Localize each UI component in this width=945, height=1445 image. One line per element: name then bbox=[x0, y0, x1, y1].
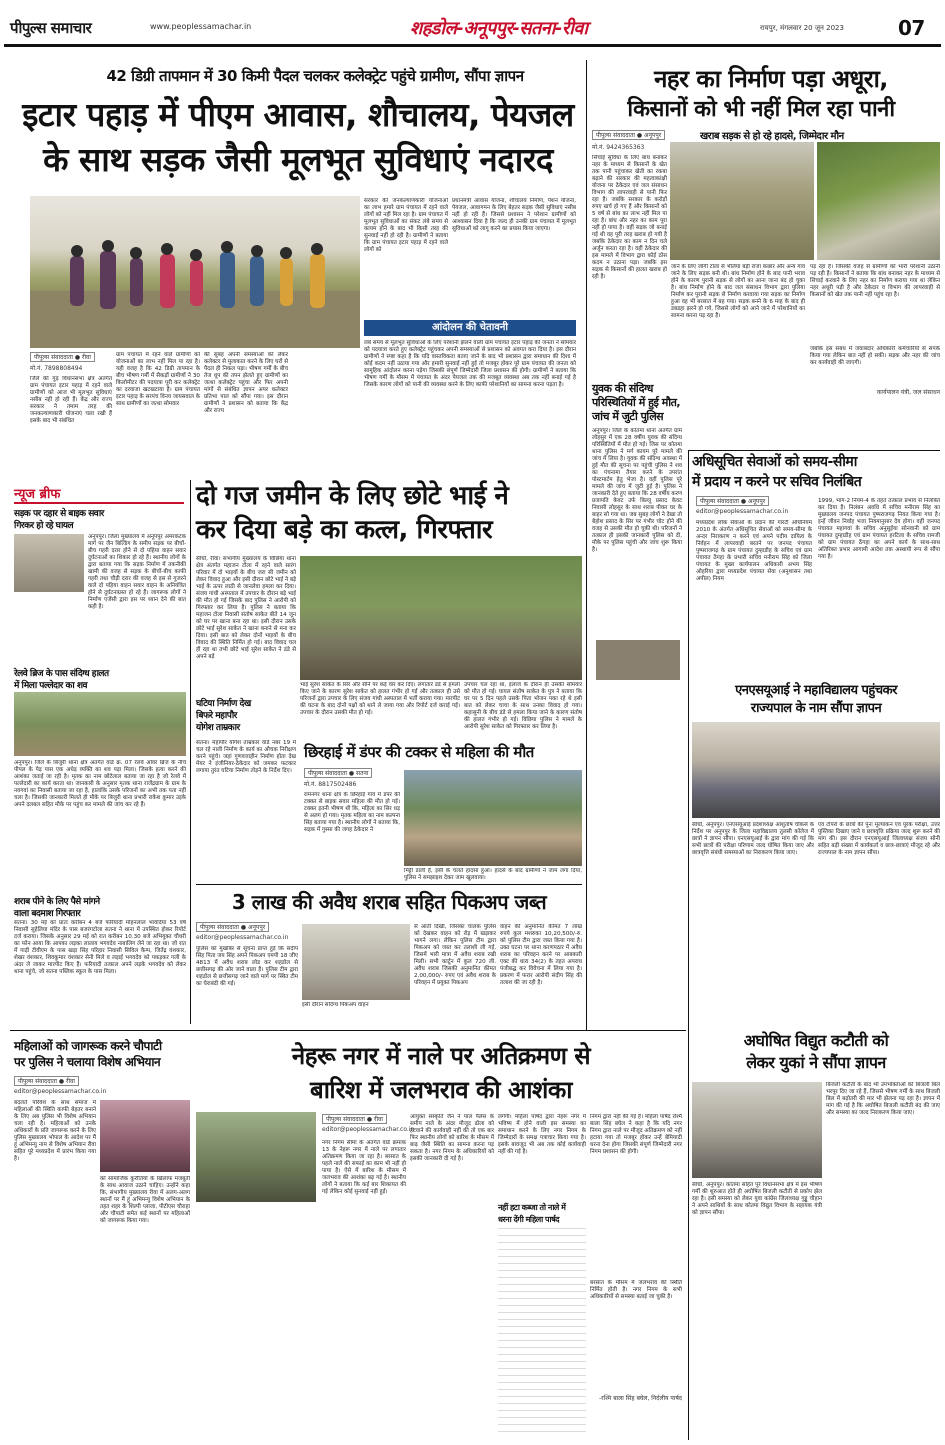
services-byline: पीपुल्स संवाददाता ● अनूपपुर bbox=[696, 496, 769, 506]
news-brief-label: न्यूज ब्रीफ bbox=[14, 484, 184, 504]
dumper-byline: पीपुल्स संवाददाता ● सतना bbox=[304, 768, 372, 778]
liquor-byline: पीपुल्स संवाददाता ● अनूपपुर bbox=[196, 922, 269, 932]
murder-col-1: सीधी, रीवा। संभागीय मुख्यालय के विछिया थाना क्षेत्र अंतर्गत महाजन टोला में रहने वाले सारंग परिवार में दो भाइयों के बीच जरा सी जमीन को लेकर विवाद हुआ और इसी दौरान छोटे भाई ने बड़े भाई के ऊपर लाठी से जानलेवा हमला कर दिया। संजय गांधी अस्पताल में उपचार के दौरान बड़े भाई की मौत हो गई जिसके बाद पुलिस ने आरोपी को गिरफ्तार कर लिया है। पुलिस ने बताया कि महाजन टोला निवासी संतोष साकेत बीते 14 जून को घर पर खाना बना रहा था। इसी दौरान उसके छोटे भाई सुरेश साकेत ने खाना बनाने से मना कर दिया। इसी बात को लेकर दोनों भाइयों के बीच विवाद की स्थिति निर्मित हो गई। बाद विवाद चल ही रहा था तभी छोटे भाई सुरेश साकेत ने डंडे से अपने बड़े bbox=[196, 556, 296, 660]
women-headline-2: पर पुलिस ने चलाया विशेष अभियान bbox=[14, 1055, 161, 1069]
lead-col-4: सरकार की जनकल्याणकारी योजनाओं का लाभ हमारे ग्राम पंचायत में रहने वाले लोगों को नहीं मिल रहा है। ग्राम पंचायत में मूलभूत सुविधाओं का संकट लंबे समय से कायम होने के बाद भी किसी तरह की सुनवाई नहीं हो रही है। ग्रामीणों ने बताया कि ग्राम पंचायत इटार पहाड़ में रहने वाले लोगों को bbox=[364, 198, 448, 253]
drain-byline: पीपुल्स संवाददाता ● रीवा bbox=[322, 1114, 387, 1124]
website-url: www.peoplessamachar.in bbox=[150, 22, 252, 31]
murder-photo bbox=[300, 556, 582, 680]
brief-2-photo bbox=[14, 692, 186, 756]
canal-col-3: पड़ रहा है। जिसकी वजह से ग्रामीणों को भारी परेशानी उठानी पड़ रही है। किसानों ने बताया कि बांध बनाकर नहर के माध्यम से सिंचाई करवाने के लिए नहर का निर्माण कराया गया था लेकिन नहर अधूरी पड़ी है और ठेकेदार व विभाग की लापरवाही से किसानों को खेत तक पानी नहीं पहुंच रहा है। bbox=[810, 264, 940, 298]
dumper-col-1: रामनगर थाना क्षेत्र के छिरहाई गांव में डंपर की टक्कर से बाइक सवार महिला की मौत हो गई। टक्कर इतनी भीषण थी कि, महिला का सिर धड़ से अलग हो गया। मृतक महिला का नाम कल्पना सिंह बताया गया है। स्थानीय लोगों ने बताया कि, सड़क में गुस्सा की जगह ठेकेदार ने bbox=[304, 792, 400, 833]
women-photo bbox=[100, 1100, 190, 1172]
death-photo bbox=[596, 640, 680, 680]
brief-2-title-b: में मिला पल्लेदार का शव bbox=[14, 681, 87, 691]
dateline: रायपुर, मंगलवार 20 जून 2023 bbox=[760, 24, 844, 32]
drain-quote: बरसात के मौसम में जलभराव की स्थिति निर्मित होती है। नगर निगम के सभी अधिकारियों से समस्या बताई जा चुकी है। bbox=[590, 1280, 682, 1300]
liquor-photo bbox=[302, 924, 410, 1000]
brief-2-title-a: रेलवे ब्रिज के पास संदिग्ध हालत bbox=[14, 669, 109, 679]
murder-headline-2: कर दिया बड़े का कत्ल, गिरफ्तार bbox=[196, 515, 493, 545]
power-headline-1: अघोषित विद्युत कटौती को bbox=[743, 1031, 889, 1050]
dumper-mobile: मो.नं. 8817502486 bbox=[304, 781, 357, 788]
masthead-bar bbox=[0, 0, 945, 48]
services-col-1: मध्यप्रदेश लोक सेवाओं के प्रदान की गारंटी अधिनियम 2010 के अंतर्गत अधिसूचित सेवाओं को समय-सीमा के अन्दर निराकरण न करने एवं अपने पदीय दायित्व के निर्वहन में लापरवाही बरतने पर जनपद पंचायत पुष्पराजगढ़ के ग्राम पंचायत दुम्हाडीह के सचिव एवं ग्राम पंचायत ठेंगहा के प्रभारी सचिव मनीराम सिंह को जिला पंचायत के मुख्य कार्यपालन अधिकारी अभय सिंह ओहरिया द्वारा मध्यप्रदेश पंचायत सेवा (अनुशासन तथा अपील) नियम bbox=[696, 520, 812, 582]
canal-quote-signature: कार्यपालन यंत्री, जल संसाधन bbox=[876, 389, 940, 396]
col-divider-right bbox=[586, 60, 587, 1030]
drain-email: editor@peoplessamachar.co.in bbox=[322, 1126, 415, 1133]
brief-3-title-b: वाला बदमाश गिरफ्तार bbox=[14, 909, 81, 919]
liquor-col-4: वाहन की अनुमानित कीमत 7 लाख रुपये कुल मशरुका 10,20,500/-रु. को पुलिस टीम द्वारा जब्त किया गया है। उक्त घटना पर थाना करणपठार में अवैध शराब का परिवहन करने पर आबकारी एक्ट की धारा 34(2) के तहत अपराध पंजीबद्ध कर विवेचना में लिया गया है। प्रकरण में फरार आरोपी संदीप सिंह की तलाश की जा रही है। bbox=[500, 924, 582, 986]
canal-headline-2: किसानों को भी नहीं मिल रहा पानी bbox=[627, 97, 895, 122]
lead-col-3: की सुबह अपनी समस्याओं को लेकर कलेक्टर से मुलाकात करने के लिए घरों से पैदल ही निकल पड़ा। भीषण गर्मी के बीच तेज धूप की तपन झेलते हुए ग्रामीणों का जत्था कलेक्ट्रेट पहुंचा और फिर अपनी मांगों से संबंधित ज्ञापन अपर कलेक्टर प्रतिभा पाल को सौंपा गया। इस दौरान ग्रामीणों ने प्रशासन को बताया कि केंद्र और राज्य bbox=[204, 352, 288, 414]
mayor-headline-1: घटिया निर्माण देख bbox=[196, 699, 251, 709]
canal-quote: जबकि इस संबंध में जवाबदार अधिकारी कर्मचारियों से संपर्क किया गया लेकिन बात नहीं हो सकी। सड़क और नहर की जांच कर कार्यवाही की जाएगी। bbox=[810, 346, 940, 366]
lead-col-2: ग्राम पंचायत में रहने वाले ग्रामीणों को योजनाओं का लाभ नहीं मिल पा रहा है। यही वजह है कि 42 डिग्री तापमान के बीच भीषण गर्मी में सैकड़ों ग्रामीणों ने 30 किलोमीटर की पदयात्रा पूरी कर कलेक्ट्रेट का दरवाजा खटखटाया है। ग्राम पंचायत इटार पहाड़ के सरपंच विनय जायसवाल के साथ ग्रामीणों का जत्था सोमवार bbox=[116, 352, 200, 407]
masthead-rule bbox=[4, 44, 941, 47]
brief-1-title-a: सड़क पर दहार से बाइक सवार bbox=[14, 509, 104, 519]
power-photo bbox=[692, 1082, 822, 1178]
canal-byline: पीपुल्स संवाददाता ● अनूपपुर bbox=[592, 130, 665, 140]
nsui-photo bbox=[692, 722, 940, 818]
drain-quote-signature: -रश्मि बाला सिंह बघेल, निर्दलीय पार्षद bbox=[599, 1395, 682, 1402]
lead-mobile: मो.नं. 7898808494 bbox=[30, 365, 83, 372]
dumper-headline: छिरहाई में डंपर की टक्कर से महिला की मौत bbox=[304, 743, 534, 761]
dumper-caption: मिट्टी डाली है, इसी के चलते हादसा हुआ। हादसे के बाद ग्रामीणों ने जाम लगा दिया, पुलिस ने समझाइश देकर जाम खुलवाया। bbox=[404, 868, 582, 881]
services-col-2: 1999, भाग-2 नियम-4 के तहत तत्काल प्रभाव से निलंबित कर दिया है। निलंबन अवधि में सचिव मनीराम सिंह का मुख्यालय जनपद पंचायत पुष्पराजगढ़ नियत किया गया है। इन्हें जीवन निर्वाह भत्ता नियमानुसार देय होगा। वहीं जनपद पंचायत महागवां के सचिव अनुसुईया सोनवानी को ग्राम पंचायत दुम्हाडीह एवं ग्राम पंचायत हरटिला के सचिव रामजी को ग्राम पंचायत ठेंगहा का अपने कार्य के साथ-साथ अतिरिक्त प्रभार आगामी आदेश तक अस्थायी रूप से सौंपा गया है। bbox=[818, 498, 940, 560]
canal-col-1: सिंचाई सुविधा के लिए बांध बनाकर नहर के माध्यम से किसानों के खेत तक पानी पहुंचाकर खेती का रकबा बढ़ाने की सरकार की महत्वाकांक्षी योजना पर ठेकेदार एवं जल संसाधन विभाग की लापरवाही से पानी फिर रहा है। जबकि सरकार के करोड़ों रुपए खर्च हो गए हैं और किसानों को 5 वर्ष से बांध का लाभ नहीं मिल पा रहा है। बांध और नहर का काम पूरा नहीं हो पाया है। वहीं सड़क जो बनाई गई थी वह पूरी तरह खराब हो गयी है जबकि ठेकेदार का काम न दिन चले अर्जुन करता रहा है। वहीं ठेकेदार की इस मामले में विभाग द्वारा कोई ठोस कदम न उठाना पड़ा। जबकि इस सड़क से किसानों की हालत खराब हो रही है। bbox=[592, 155, 667, 280]
canal-mobile: मो.नं. 9424365363 bbox=[592, 144, 645, 151]
villagers-illustration bbox=[30, 196, 360, 348]
drain-col-2: आयुक्त संस्कृति जैन ने पाल पैलेस के समीप नाले के अंदर मौजूद ढोला को हटवाने की कार्यवाही नहीं की तो एक बार फिर स्थानीय लोगों को बारिश के मौसम में बाढ़ जैसी स्थिति का सामना करना पड़ सकता है। नगर निगम के अधिकारियों को इसकी जानकारी दी गई है। bbox=[410, 1114, 494, 1162]
brief-2-text: अनूपपुर। जिले के बिजुरी थाना क्षेत्र अंतर्गत वार्ड क्र. 07 रेलवे ओवर ब्रिज के नीचे पीपल के पेड़ पास एक अधेड़ व्यक्ति का शव पड़ा मिला। जिसके हत्या करने की आशंका जताई जा रही है। मृतक का नाम छोटेलाल बताया जा रहा है जो रेलवे में पल्लेदारी का कार्य करता था। जानकारी के अनुसार मृतक थाना राजेंद्रग्राम के ग्राम के नवगवां का निवासी बताया जा रहा है, हालांकि उसके परिजनों का अभी तक पता नहीं चला है। जिसकी जानकारी मिलते ही मौके पर बिजुरी थाना प्रभारी राकेश कुमार उइके अपने दलबल सहित मौके पर पहुंच कर मामले की जांच कर रहे हैं। bbox=[14, 760, 186, 808]
brief-1-photo bbox=[14, 534, 84, 592]
canal-headline-1: नहर का निर्माण पड़ा अधूरा, bbox=[654, 65, 888, 93]
lead-photo-villagers bbox=[30, 196, 360, 348]
lead-byline: पीपुल्स संवाददाता ● रीवा bbox=[30, 352, 95, 362]
brief-1-text: अनूपपुर। जिला मुख्यालय में अनूपपुर अमरकंटक मार्ग पर जैन बिल्डिंग के समीप सड़क पर बीचों-बीच गहरी दरार होने से दो पहिया वाहन सवार दुर्घटनाओं का शिकार हो रहे हैं। स्थानीय लोगों के द्वारा बताया गया कि सड़क निर्माण में तकनीकी खामी की वजह से सड़क के बीचों-बीच काफी गहरी तथा चौड़ी दरार की वजह से इस से गुजरने वाले दो पहिया वाहन सवार वाहन के अनियंत्रित होने से दुर्घटनाग्रस्त हो रहे हैं। जागरूक लोगों ने निर्माण एजेंसी द्वारा इस पर ध्यान देने की बात कही है। bbox=[88, 534, 186, 610]
dumper-photo bbox=[404, 770, 582, 866]
drain-col-4: निगम द्वारा नहीं की गई है। महिला पार्षद रश्मि बाला सिंह बघेल ने कहा है कि यदि नगर निगम द्वारा नाले पर मौजूद अतिक्रमण को नहीं हटाया गया तो मजबूर होकर उन्हें बेमियादी धरना देना होगा जिसकी संपूर्ण जिम्मेदारी नगर निगम प्रशासन की होगी। bbox=[590, 1114, 682, 1155]
services-email: editor@peoplessamachar.co.in bbox=[696, 508, 789, 515]
lead-headline-2: के साथ सड़क जैसी मूलभूत सुविधाएं नदारद bbox=[43, 140, 553, 179]
canal-col-2: जाने के लिए जोगी टोला से भेलिया बड़ी राजा कछार और अन्य गांव जाने के लिए सड़क बनी थी। बांध निर्माण होने के बाद पानी भराव होने के कारण पुरानी सड़क से लोगों का आना जाना बंद हो चुका है। बांध निर्माण होने के बाद जल संसाधन विभाग द्वारा पुलिया निर्माण कर पुरानी सड़क से निर्माण करवाया गया सड़क का निर्माण हुआ वह भी बरसात में बह गया। सड़क बनने के 6 माह के बाद ही डबडहा झरने हो गये, जिससे लोगों को आने जाने में परेशानियों का सामना करना पड़ रहा है। bbox=[671, 264, 805, 319]
lead-col-1: जिले की गुढ़ विधानसभा क्षेत्र अंतर्गत ग्राम पंचायत इटार पहाड़ में रहने वाले ग्रामीणों को आज भी मूलभूत सुविधाएं नसीब नहीं हो रही हैं। केंद्र और राज्य सरकार ने तमाम तरह की जनकल्याणकारी योजनाएं चला रखी हैं इसके बाद भी संबंधित bbox=[30, 376, 112, 424]
drain-photo bbox=[196, 1112, 316, 1202]
liquor-col-1: पुलिस को मुखबिर से सूचना प्राप्त हुई कि संदीप सिंह पिता जय सिंह अपने पिकअप एमपी 18 जीए 4813 में अवैध शराब लोड कर शहडोल से छत्तीसगढ़ की ओर जाने वाला है। पुलिस टीम द्वारा शहडोल से छत्तीसगढ़ जाने वाले मार्ग पर स्थित टीम का घेराबंदी की गई। bbox=[196, 946, 298, 987]
drain-subhead-2: धरना देंगी महिला पार्षद bbox=[498, 1215, 559, 1224]
nsui-col-2: एवं टॉपरों के छात्रों की पुनः मूल्यांकन एवं पूरक परीक्षा, उत्तर पुस्तिका दिखाए जाने व छात्रवृत्ति प्रक्रिया जल्द शुरू करने की मांग की। इस दौरान एनएसयूआई जिलाध्यक्ष संजय सोनी सहित बड़ी संख्या में कार्यकर्ता व छात्र-छात्राएं मौजूद रहे और राज्यपाल के नाम ज्ञापन सौंपा। bbox=[818, 822, 940, 856]
liquor-col-3: से आती दिखी, जिसका चालक पुलिस को देखकर वाहन को रोड़ में खड़ाकर भागने लगा। लेकिन पुलिस टीम द्वारा पिकअप को जब्त कर तलाशी ली गई, जिसमें भारी मात्रा में अवैध शराब रखी मिली। सभी कार्टून में कुल 720 ली. अवैध शराब जिसकी अनुमानित कीमत 2,00,000/- रुपए एवं अवैध शराब के परिवहन में प्रयुक्त पिकअप bbox=[414, 924, 496, 986]
nsui-headline-2: राज्यपाल के नाम सौंपा ज्ञापन bbox=[750, 701, 882, 716]
death-headline-3: जांच में जुटी पुलिस bbox=[592, 410, 664, 423]
brief-1-title-b: गिरकर हो रहे घायल bbox=[14, 521, 74, 531]
murder-col-3: उपचार चल रहा था, इलाज के दौरान ही उसकी सोमवार को मौत हो गई। घायल संतोष साकेत के पुत्र ने बताया कि घर पर 5 दिन पहले उसके पिता भोजन पका रहे थे इसी बात को लेकर चाचा के साथ उनका विवाद हो गया। कहासुनी के बीच डंडे से हमला किया जाने के कारण संतोष की हालत गंभीर हो गई। विछिया पुलिस ने मामले के आरोपी सुरेश साकेत को गिरफ्तार कर लिया है। bbox=[464, 682, 582, 730]
services-headline-1: अधिसूचित सेवाओं को समय-सीमा bbox=[692, 454, 857, 470]
women-email: editor@peoplessamachar.co.in bbox=[14, 1088, 107, 1095]
divider-top-right bbox=[688, 450, 940, 451]
brief-3-title-a: शराब पीने के लिए पैसे मांगने bbox=[14, 897, 100, 907]
mayor-headline-2: बिफरे महापौर bbox=[196, 711, 237, 721]
power-col-1: सीधी, अनूपपुर। कोतमा सहित पूरे विधानसभा क्षेत्र में इस भीषण गर्मी की शुरुआत होते ही अघोषित बिजली कटौती से प्रकोप झेल रहा है। इसी समस्या को लेकर युवा कांग्रेस जिलाध्यक्ष गुड्डू चौहान ने अपने साथियों के साथ कोतमा विद्युत विभाग के सहायक यंत्री को ज्ञापन सौंपा। bbox=[692, 1182, 822, 1216]
masthead-logo: पीपुल्स समाचार bbox=[10, 19, 92, 37]
brief-3-text: सतना। 30 मई को प्रातः करीबन 4 बजे फरियादी मोहनलाल भावदिया 53 वर्ष निवासी सुहेलिया मंदिर के पास बजरंगटोला सतना ने थाना में उपस्थित होकर रिपोर्ट दर्ज कराया। जिसके अनुसार 29 मई को रात करीबन 10.30 बजे अभियुक्त चौधरी का फोन आया कि आपका लड़का लालाय भगवदेव नाबालिग लेने जा रहा था। जो रात में गाड़ी टीवीएम के पास खड़ा सिंह परिहार निवासी सिविल कैम्प, जितेंद्र वंशकार, शेखर वंशकार, शिवकुमार वंशकार सेनी मिले व लड़ाई भगवदेव को पकड़कर गली के अंदर ले जाकर मारपीट किए हैं। फरियादी तत्काल अपने लड़के भगवदेव को लेकर थाना पहुंचे, जो सतना पब्लिक स्कूल के पास मिला। bbox=[14, 920, 186, 975]
page-number: 07 bbox=[898, 16, 925, 40]
services-headline-2: में प्रदाय न करने पर सचिव निलंबित bbox=[692, 474, 862, 490]
lead-headline-1: इटार पहाड़ में पीएम आवास, शौचालय, पेयजल bbox=[22, 95, 574, 134]
lead-col-5: प्रधानमंत्री आवास योजना, शौचालय निर्माण, पेंशन योजना, पेयजल, आवागमन के लिए बेहतर सड़क जैसी सुविधाएं नसीब नहीं हो रही हैं। जिससे प्रशासन ने परेशान ग्रामीणों को आश्वासन दिया है कि जल्द ही उनकी ग्राम पंचायत में मूलभूत सुविधाओं को लागू करने का प्रयास किया जाएगा। bbox=[452, 198, 576, 232]
liquor-headline: 3 लाख की अवैध शराब सहित पिकअप जब्त bbox=[231, 890, 547, 914]
canal-photo-1 bbox=[670, 142, 814, 260]
murder-headline-1: दो गज जमीन के लिए छोटे भाई ने bbox=[196, 481, 509, 511]
canal-photo-subhead: खराब सड़क से हो रहे हादसे, जिम्मेदार मौन bbox=[700, 131, 844, 142]
nsui-headline-1: एनएसयूआई ने महाविद्यालय पहुंचकर bbox=[735, 683, 897, 698]
drain-subhead-1: नहीं हटा कब्जा तो नाले में bbox=[498, 1203, 566, 1212]
liquor-caption: इसी दौरान संदिग्ध पिकअप वाहन bbox=[302, 1002, 369, 1008]
death-headline-1: युवक की संदिग्ध bbox=[592, 382, 653, 395]
lead-kicker: 42 डिग्री तापमान में 30 किमी पैदल चलकर कलेक्ट्रेट पहुंचे ग्रामीण, सौंपा ज्ञापन bbox=[106, 67, 524, 85]
nsui-col-1: सीधी, अनूपपुर। एनएसयूआई प्रदेशाध्यक्ष आशुतोष चौकसे के निर्देश पर अनूपपुर के जिला महाविद्यालय तुलसी कॉलेज में छात्रों ने ज्ञापन सौंपा। एनएसयूआई के द्वारा मांग की गई कि सभी छात्रों की परीक्षा परिणाम जल्द घोषित किया जाए और छात्रवृत्ति संबंधी समस्याओं का निराकरण किया जाए। bbox=[692, 822, 814, 856]
women-col-1: बदलते परिवेश के साथ समाज में महिलाओं की स्थिति काफी बेहतर बनाने के लिए अब पुलिस भी विशेष अभियान चला रही है। महिलाओं को उनके अधिकारों के प्रति जागरूक करने के लिए पुलिस मुख्यालय भोपाल के आदेश पर मैं हूं अभिमन्यु नाम से विशेष अभियान रीवा सहित पूरे मध्यप्रदेश में प्रारंभ किया गया है। bbox=[14, 1100, 96, 1162]
drain-headline-1: नेहरू नगर में नाले पर अतिक्रमण से bbox=[291, 1042, 591, 1070]
mayor-headline-3: योगेश ताम्रकार bbox=[196, 723, 240, 733]
drain-col-1: नगर निगम सीमा के अंतर्गत वार्ड क्रमांक 13 के नेहरू नगर में नाले पर लगातार अतिक्रमण किया जा रहा है। बरसात के पहले नाले की सफाई का काम भी नहीं हो पाया है। ऐसे में बारिश के मौसम में जलभराव की आशंका बढ़ गई है। स्थानीय लोगों ने बताया कि कई बार शिकायत की गई लेकिन कोई सुनवाई नहीं हुई। bbox=[322, 1140, 406, 1195]
agitation-text: लंबे समय से मूलभूत सुविधाओं के लिए परेशानी झेलने वाली ग्राम पंचायत इटार पहाड़ की जनता ने सोमवार को पदयात्रा करते हुए कलेक्ट्रेट पहुंचकर अपनी समस्याओं से प्रशासन को अवगत करा दिया है। इस दौरान ग्रामीणों ने स्पष्ट कहा है कि यदि वास्तविकता बताए जाने के बाद भी प्रशासन द्वारा समाधान की दिशा में कोई कदम नहीं उठाया गया और हमारी सुनवाई नहीं हुई तो मजबूर होकर पूरे ग्राम पंचायत की जनता को सामूहिक आंदोलन करना पड़ेगा जिसकी संपूर्ण जिम्मेदारी जिला प्रशासन की होगी। ग्रामीणों ने बताया कि भीषण गर्मी के मौसम में पंचायत के अंदर पेयजल तक की मजबूत व्यवस्था अब तक नहीं बनाई गई है जिसके कारण लोगों को पानी की व्यवस्था करने के लिए काफी परेशानियों का सामना करना पड़ता है। bbox=[364, 340, 576, 388]
drain-col-3-cont bbox=[498, 1228, 586, 1432]
women-col-2: को सामाजिक कुरीतियों के खिलाफ मजबूती के साथ आवाज उठाने चाहिए। उन्होंने कहा कि, संभागीय मुख्यालय रीवा में अलग-अलग स्थानों पर मैं हूं अभिमन्यु विशेष अभियान के तहत शहर के शिल्पी प्लाजा, पीटीएस चौराहा और चौपाटी समेत कई स्थानों पर महिलाओं को जागरूक किया गया। bbox=[100, 1176, 190, 1224]
power-headline-2: लेकर युकां ने सौंपा ज्ञापन bbox=[746, 1053, 886, 1072]
death-headline-2: परिस्थितियों में हुई मौत, bbox=[592, 396, 681, 409]
drain-col-3: लगेगी। महिला पार्षद द्वारा नेहरू नगर में भविष्य में होने वाली इस समस्या का समाधान करने के लिए नगर निगम के जिम्मेदारों के समक्ष पत्राचार किया गया है। इसके बावजूद भी अब तक कोई कार्यवाही नहीं की गई है। bbox=[498, 1114, 586, 1155]
women-headline-1: महिलाओं को जागरूक करने चौपाटी bbox=[14, 1039, 162, 1053]
liquor-email: editor@peoplessamachar.co.in bbox=[196, 934, 289, 941]
women-byline: पीपुल्स संवाददाता ● रीवा bbox=[14, 1076, 79, 1086]
col-divider-right-2 bbox=[688, 450, 689, 1440]
murder-caption: भाई सुरेश साकेत के सिर और सीने पर कई वार कर दिए। लगातार डंडे से हमला किए जाने के कारण सुरेश साकेत को हालत गंभीर हो गई और तत्काल ही उसे परिजनों द्वारा उपचार के लिए संजय गांधी अस्पताल में भर्ती कराया गया। मारपीट की घटना के बाद दोनों पक्षों को थाने ले जाया गया और रिपोर्ट दर्ज कराई गई। उपचार के दौरान उसकी मौत हो गई। bbox=[300, 682, 460, 716]
mayor-text: सतना। महापौर योगेश ताम्रकार वार्ड नंबर 19 में चल रहे नाली निर्माण के कार्य का औचक निरीक्षण करने पहुंचे। जहां गुणवत्ताहीन निर्माण होता देख मेयर ने इंजीनियर-ठेकेदार को जमकर फटकार लगाया तुरंत घटिया निर्माण तोड़ने के निर्देश दिए। bbox=[196, 740, 296, 774]
drain-headline-2: बारिश में जलभराव की आशंका bbox=[309, 1076, 573, 1104]
death-text-a: अनूपपुर। जिले के कोतमा थाना अंतर्गत ग्राम लोहसुर में एक 28 वर्षीय युवक की संदिग्ध परिस्थितियों में मौत हो गई। जिस पर कोतमा थाना पुलिस ने मर्ग कायम पूरे मामले की जांच में लिया है। युवक की संदिग्ध अवस्था में हुई मौत की सूचना पर पहुंची पुलिस ने शव का पंचनामा तैयार करने के उपरांत पोस्टमार्टम हेतु भेजा है। वहीं पुलिस पूरे मामले की जांच में जुटी हुई है। पुलिस ने जानकारी देते हुए बताया कि 28 वर्षीय करण प्रजापति केवट उर्फ बिल्लू प्रसाद केवट निवासी लोहसुर के साथ शराब पीकर घर के बाहर सो गया था। जब सुबह लोगों ने देखा तो बेहोश प्रसाद के सिर पर गंभीर चोट होने की वजह से उसकी मौत हो चुकी थी। परिजनों ने तत्काल ही इसकी जानकारी पुलिस को दी, मौके पर पुलिस पहुंची और जांच शुरू किया है। bbox=[592, 428, 682, 553]
region-title: शहडोल-अनूपपुर-सतना-रीवा bbox=[410, 18, 588, 39]
power-col-2: बिजली कटौती के बाद भी उपभोक्ताओं को बिजली बिल भरपूर दिए जा रहे हैं, जिससे भीषण गर्मी के साथ बिजली बिल में बढ़ोतरी की मार भी झेलना पड़ रहा है। ज्ञापन में मांग की गई है कि अघोषित बिजली कटौती बंद की जाए और समस्या का जल्द निराकरण किया जाए। bbox=[826, 1082, 940, 1116]
agitation-heading: आंदोलन की चेतावनी bbox=[364, 320, 576, 336]
canal-photo-2 bbox=[817, 142, 940, 260]
col-divider-left bbox=[190, 480, 191, 1024]
divider-mid bbox=[196, 884, 582, 885]
divider-bottom bbox=[10, 1030, 686, 1031]
